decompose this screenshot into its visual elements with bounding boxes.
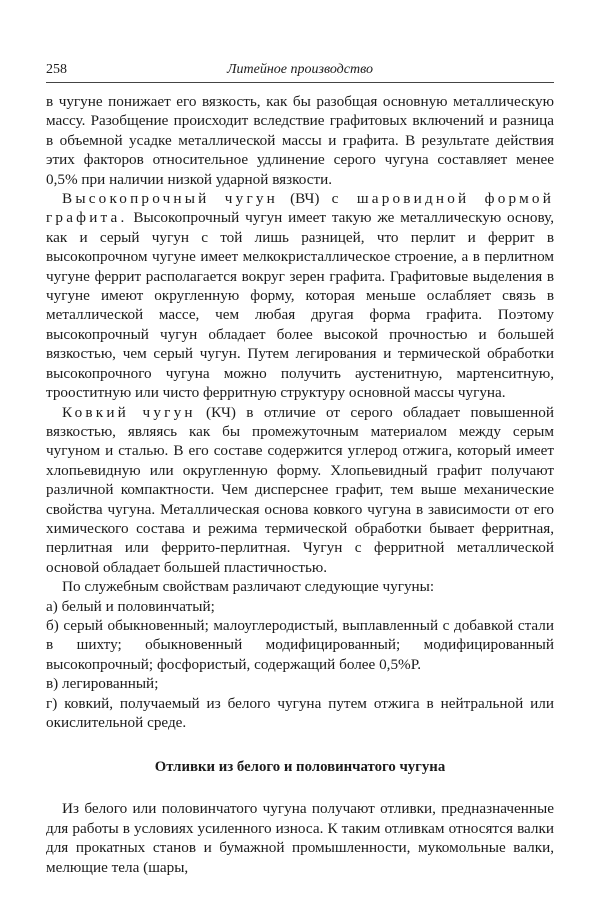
paragraph-malleable-iron bbox=[46, 403, 554, 578]
abbr-vch: (ВЧ) bbox=[278, 190, 332, 208]
book-page bbox=[46, 60, 554, 877]
section-paragraph: Из белого или половинчатого чугуна получают отливки, предназначенные для работы в условиях усиленного износа. К таким отливкам относятся валки для прокатных станов и бумажной промышленности, мукомольные валки, мелющие тела (шары, bbox=[46, 800, 554, 876]
paragraph-high-strength-iron bbox=[46, 189, 554, 402]
section-heading: Отливки из белого и половинчатого чугуна bbox=[154, 759, 446, 776]
paragraph-text: (КЧ) в отличие от серого обладает повышенной вязкостью, являясь как бы промежуточным материалом между серым чугуном и сталью. В его составе содержится углерод отжига, который имеет хлопьевидную или округленную форму. Хлопьевидный графит получают различной компактности. Чем дисперснее графит, тем выше механические свойства чугуна. Металлическая основа ковкого чугуна в зависимости от его химического состава и режима термической обработки бывает ферритная, перлитная или феррито-перлитная. Чугун с ферритной металлической основой обладает большей пластичностью. bbox=[46, 403, 554, 576]
paragraph-classification: По служебным свойствам различают следующие чугуны: bbox=[62, 578, 435, 596]
page-number: 258 bbox=[46, 62, 67, 77]
page-body bbox=[46, 92, 554, 877]
list-item-v: в) легированный; bbox=[46, 675, 159, 693]
paragraph-continuation: в чугуне понижает его вязкость, как бы разобщая основную металлическую массу. Разобщение происходит вследствие графитовых включений и разница в объемной усадке металлической массы и графита. В результате действия этих факторов относительное удлинение серого чугуна составляет менее 0,5% при наличии низкой ударной вязкости. bbox=[46, 93, 554, 188]
page-header bbox=[46, 60, 554, 83]
list-item-b: б) серый обыкновенный; малоуглеродистый, выплавленный с добавкой стали в шихту; обыкновенный модифицированный; модифицированный высокопрочный; фосфористый, содержащий более 0,5%Р. bbox=[46, 616, 554, 673]
list-item-g: г) ковкий, получаемый из белого чугуна путем отжига в нейтральной или окислительной среде. bbox=[46, 694, 554, 731]
classification-list bbox=[46, 597, 554, 733]
term-malleable-iron: Ковкий чугун bbox=[62, 403, 196, 421]
paragraph-text: Высокопрочный чугун имеет такую же металлическую основу, как и серый чугун с той лишь разницей, что перлит и феррит в высокопрочном чугуне имеет мелкокристаллическое строение, а в перлитном чугуне феррит располагается вокруг зерен графита. Графитовые выделения в чугуне имеют округленную форму, которая меньше ослабляет связь в металлической массе, чем любая другая форма графита. Поэтому высокопрочный чугун обладает более высокой прочностью и большей вязкостью, чем серый чугун. Путем легирования и термической обработки высокопрочного чугуна можно получить аустенитную, мартенситную, трооститную или чисто ферритную структуру основной массы чугуна. bbox=[46, 209, 554, 402]
term-spheroidal-graphite: с шаровидной формой графита. bbox=[46, 190, 555, 227]
term-high-strength-iron: Высокопрочный чугун bbox=[62, 190, 278, 208]
list-item-a: а) белый и половинчатый; bbox=[46, 597, 215, 615]
running-title: Литейное производство bbox=[227, 62, 373, 77]
